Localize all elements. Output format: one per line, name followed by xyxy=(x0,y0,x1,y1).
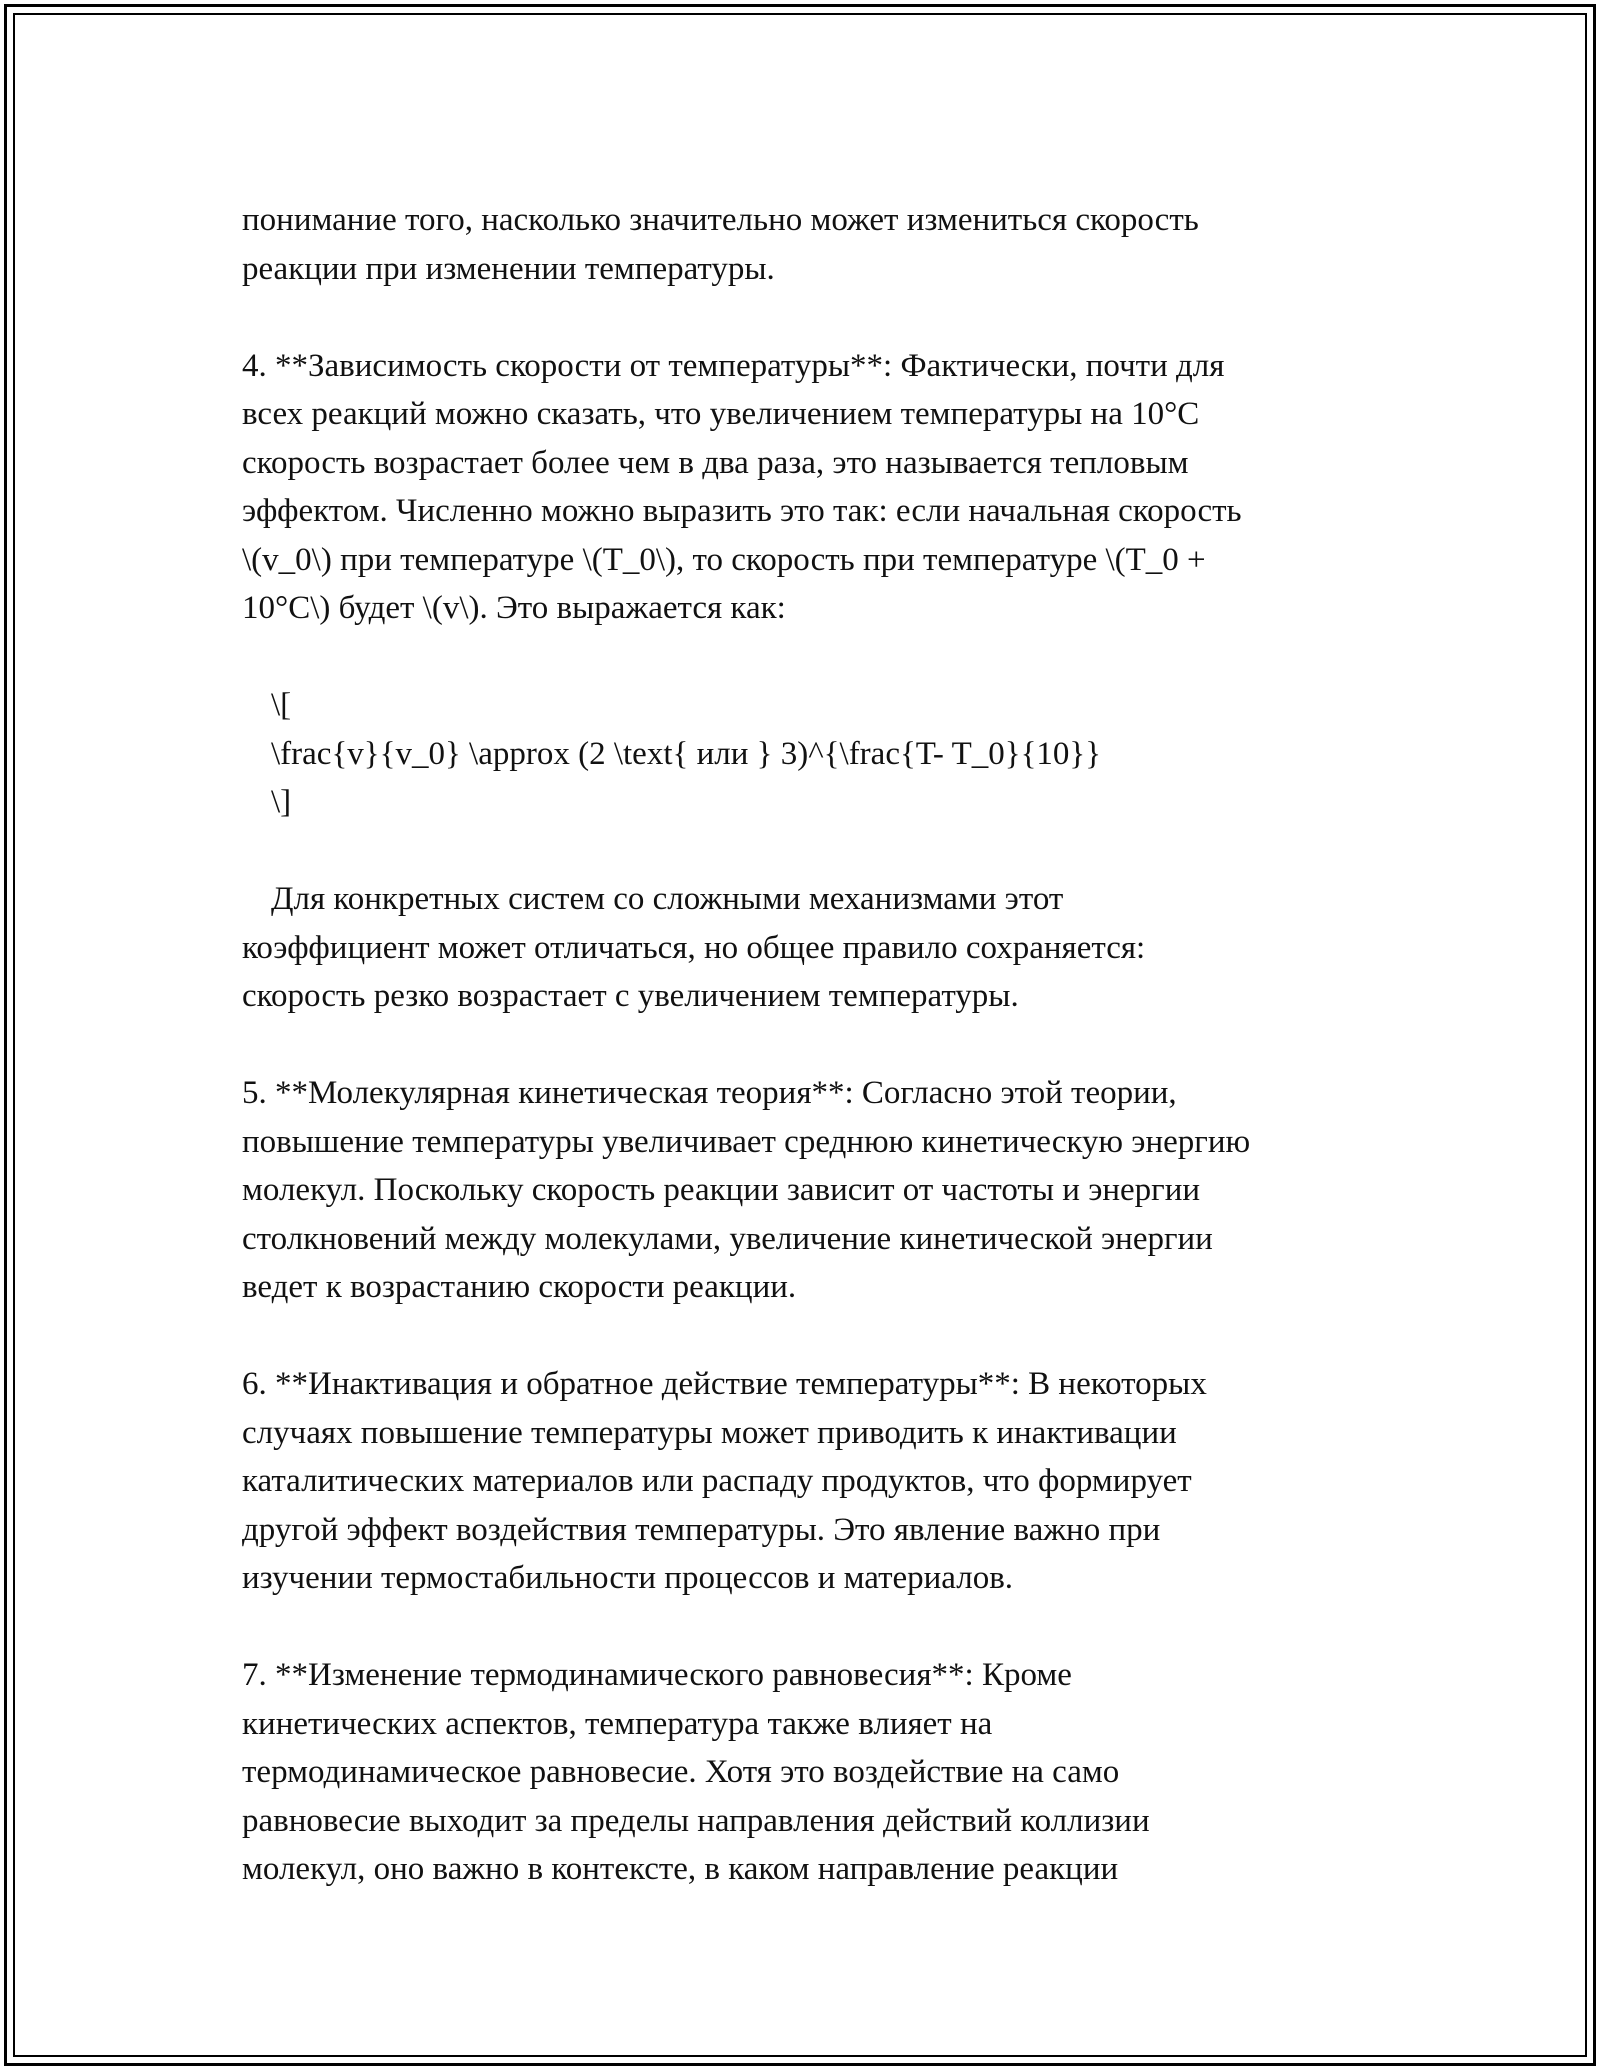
text-line: молекул. Поскольку скорость реакции зависит от частоты и энергии xyxy=(242,1172,1201,1208)
text-line: 4. **Зависимость скорости от температуры**: Фактически, почти для xyxy=(242,347,1225,384)
text-line: кинетических аспектов, температура также влияет на xyxy=(242,1705,993,1742)
text-line: термодинамическое равновесие. Хотя это воздействие на само xyxy=(242,1754,1120,1790)
text-line: 7. **Изменение термодинамического равновесия**: Кроме xyxy=(242,1657,1072,1693)
text-line: скорость резко возрастает с увеличением температуры. xyxy=(242,978,1019,1014)
text-line: ведет к возрастанию скорости реакции. xyxy=(242,1269,797,1305)
text-line: 5. **Молекулярная кинетическая теория**: Согласно этой теории, xyxy=(242,1075,1177,1111)
blank-line xyxy=(242,1312,1382,1361)
text-line: скорость возрастает более чем в два раза, это называется тепловым xyxy=(242,444,1189,481)
text-line: повышение температуры увеличивает среднюю кинетическую энергию xyxy=(242,1123,1251,1160)
text-line: всех реакций можно сказать, что увеличением температуры на 10°C xyxy=(242,396,1200,432)
document-body xyxy=(242,196,1382,1894)
text-line: Для конкретных систем со сложными механизмами этот xyxy=(271,881,1064,917)
text-line: реакции при изменении температуры. xyxy=(242,250,775,287)
formula-line: \frac{v}{v_0} \approx (2 \text{ или } 3)^{\frac{T- T_0}{10}} xyxy=(271,735,1102,772)
text-line: случаях повышение температуры может приводить к инактивации xyxy=(242,1414,1177,1451)
text-line: изучении термостабильности процессов и материалов. xyxy=(242,1560,1014,1596)
text-line: 6. **Инактивация и обратное действие температуры**: В некоторых xyxy=(242,1366,1207,1402)
text-line: понимание того, насколько значительно может измениться скорость xyxy=(242,202,1199,238)
text-line: 10°C\) будет \(v\). Это выражается как: xyxy=(242,590,786,626)
blank-line xyxy=(242,633,1382,682)
formula-line: \[ xyxy=(271,687,292,723)
text-line: каталитических материалов или распаду продуктов, что формирует xyxy=(242,1463,1192,1499)
text-line: коэффициент может отличаться, но общее правило сохраняется: xyxy=(242,929,1146,966)
blank-line xyxy=(242,293,1382,342)
text-line: молекул, оно важно в контексте, в каком направление реакции xyxy=(242,1851,1119,1887)
blank-line xyxy=(242,827,1382,876)
document-page xyxy=(4,4,1596,2066)
text-line: равновесие выходит за пределы направления действий коллизии xyxy=(242,1802,1150,1839)
text-line: \(v_0\) при температуре \(T_0\), то скорость при температуре \(T_0 + xyxy=(242,541,1206,578)
text-line: эффектом. Численно можно выразить это так: если начальная скорость xyxy=(242,493,1242,529)
blank-line xyxy=(242,1021,1382,1070)
blank-line xyxy=(242,1603,1382,1652)
formula-line: \] xyxy=(271,784,292,820)
text-line: другой эффект воздействия температуры. Это явление важно при xyxy=(242,1511,1161,1548)
text-line: столкновений между молекулами, увеличение кинетической энергии xyxy=(242,1220,1213,1257)
